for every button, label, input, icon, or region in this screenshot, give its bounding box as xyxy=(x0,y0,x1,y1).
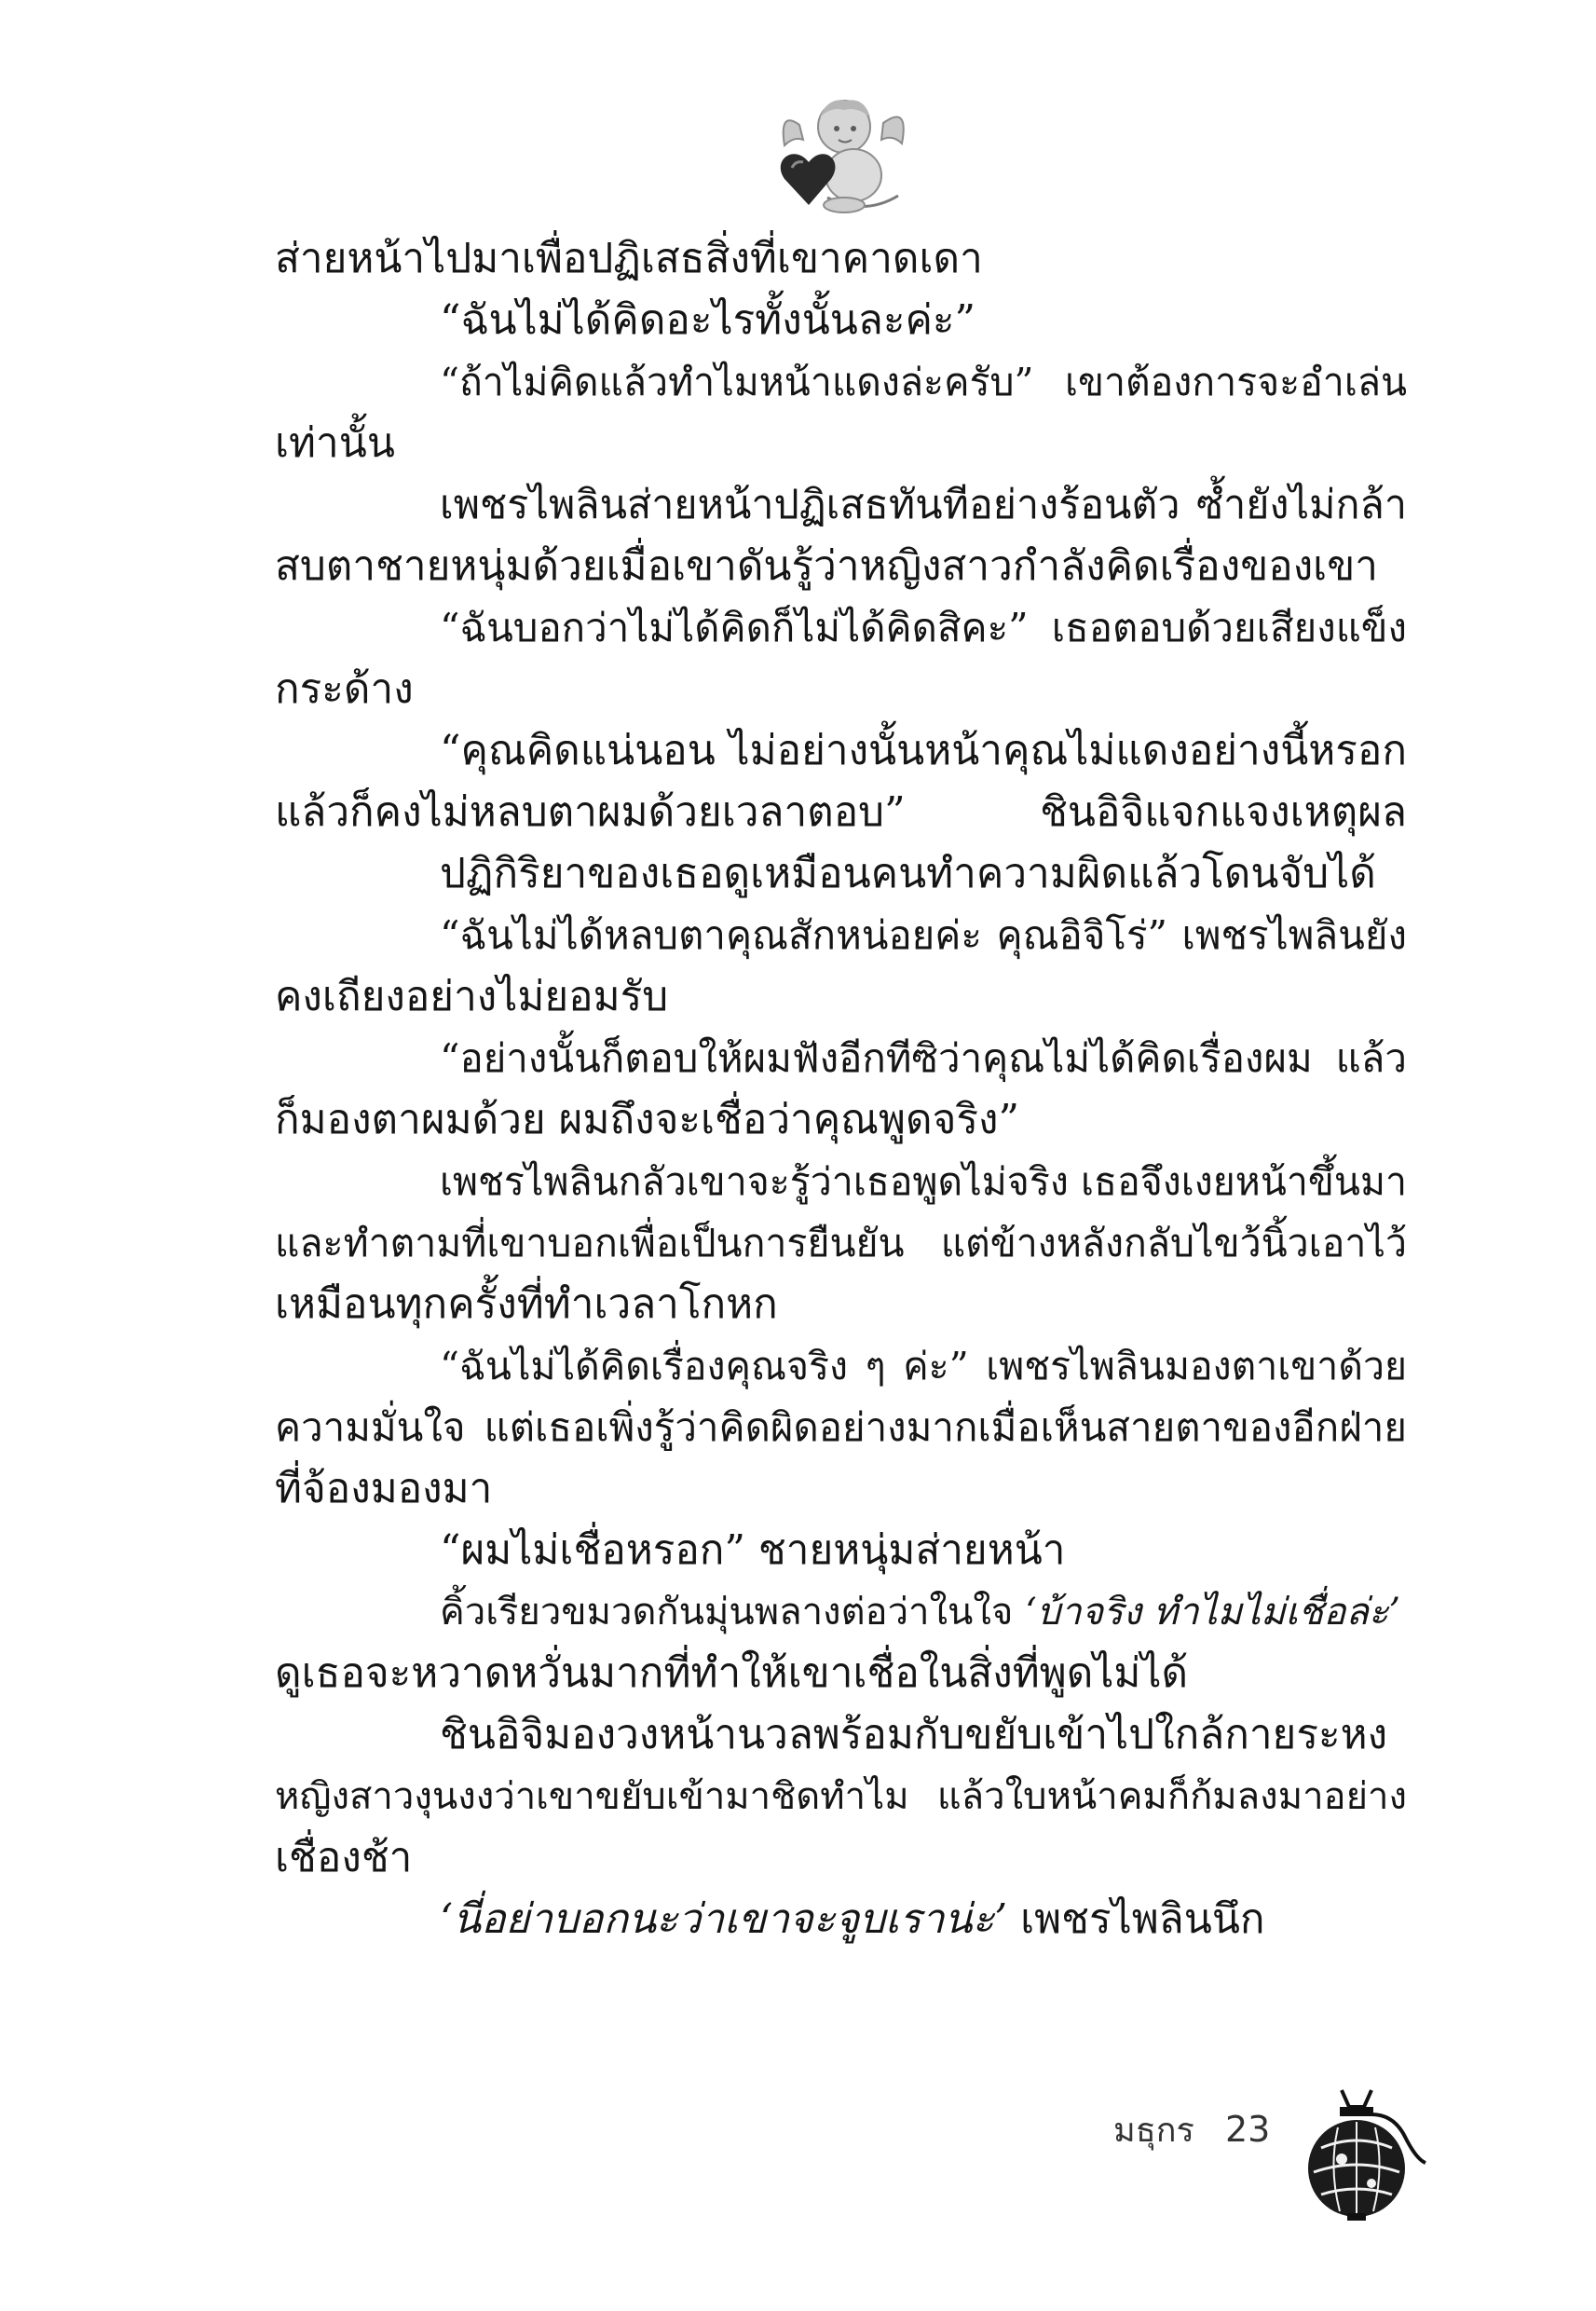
text-line xyxy=(275,1889,1407,1950)
text-line: “อย่างนั้นก็ตอบให้ผมฟังอีกทีซิว่าคุณไม่ได้คิดเรื่องผม แล้ว xyxy=(440,1035,1407,1081)
text-line: ส่ายหน้าไปมาเพื่อปฏิเสธสิ่งที่เขาคาดเดา xyxy=(275,235,983,282)
text-line: ดูเธอจะหวาดหวั่นมากที่ทำให้เขาเชื่อในสิ่งที่พูดไม่ได้ xyxy=(275,1649,1189,1697)
inner-thought-text: ‘นี่อย่าบอกนะว่าเขาจะจูบเราน่ะ’ xyxy=(440,1895,1008,1943)
cupid-with-heart-icon xyxy=(771,86,911,216)
text-line: “คุณคิดแน่นอน ไม่อย่างนั้นหน้าคุณไม่แดงอย่างนี้หรอก xyxy=(440,727,1407,774)
text-line: “ถ้าไม่คิดแล้วทำไมหน้าแดงล่ะครับ” เขาต้องการจะอำเล่น xyxy=(440,360,1407,404)
text-line: “ฉันบอกว่าไม่ได้คิดก็ไม่ได้คิดสิคะ” เธอตอบด้วยเสียงแข็ง xyxy=(440,605,1407,650)
page-footer xyxy=(1104,2083,1477,2269)
text-line: ปฏิกิริยาของเธอดูเหมือนคนทำความผิดแล้วโดนจับได้ xyxy=(440,850,1376,897)
text-line xyxy=(275,1581,1407,1643)
body-text xyxy=(275,228,1407,1950)
text-line: ชินอิจิมองวงหน้านวลพร้อมกับขยับเข้าไปใกล้กายระหง xyxy=(440,1711,1388,1758)
hanging-lantern-icon xyxy=(1293,2083,1428,2222)
text-line: กระด้าง xyxy=(275,665,414,713)
text-line: “ฉันไม่ได้คิดอะไรทั้งนั้นละค่ะ” xyxy=(440,296,976,344)
text-line: แล้วก็คงไม่หลบตาผมด้วยเวลาตอบ” ชินอิจิแจกแจงเหตุผล xyxy=(275,788,1407,836)
page-number: 23 xyxy=(1225,2109,1271,2150)
line-text: คิ้วเรียวขมวดกันมุ่นพลางต่อว่าในใจ xyxy=(440,1591,1026,1634)
text-line: หญิงสาวงุนงงว่าเขาขยับเข้ามาชิดทำไม แล้วใบหน้าคมก็ก้มลงมาอย่าง xyxy=(275,1775,1407,1818)
text-line: เหมือนทุกครั้งที่ทำเวลาโกหก xyxy=(275,1280,778,1328)
text-line: สบตาชายหนุ่มด้วยเมื่อเขาดันรู้ว่าหญิงสาวกำลังคิดเรื่องของเขา xyxy=(275,542,1379,590)
text-line: ก็มองตาผมด้วย ผมถึงจะเชื่อว่าคุณพูดจริง” xyxy=(275,1096,1019,1143)
text-line: เท่านั้น xyxy=(275,419,395,467)
line-text: เพชรไพลินนึก xyxy=(1007,1895,1265,1943)
text-line: ความมั่นใจ แต่เธอเพิ่งรู้ว่าคิดผิดอย่างมากเมื่อเห็นสายตาของอีกฝ่าย xyxy=(275,1404,1407,1450)
text-line: “ผมไม่เชื่อหรอก” ชายหนุ่มส่ายหน้า xyxy=(440,1526,1066,1574)
text-line: เชื่องช้า xyxy=(275,1834,413,1881)
text-line: เพชรไพลินส่ายหน้าปฏิเสธทันทีอย่างร้อนตัว ซ้ำยังไม่กล้า xyxy=(440,482,1407,528)
text-line: คงเถียงอย่างไม่ยอมรับ xyxy=(275,973,669,1020)
text-line: และทำตามที่เขาบอกเพื่อเป็นการยืนยัน แต่ข้างหลังกลับไขว้นิ้วเอาไว้ xyxy=(275,1221,1407,1265)
text-line: เพชรไพลินกลัวเขาจะรู้ว่าเธอพูดไม่จริง เธอจึงเงยหน้าขึ้นมา xyxy=(440,1159,1407,1204)
running-title: มธุกร xyxy=(1113,2112,1194,2150)
text-line: “ฉันไม่ได้คิดเรื่องคุณจริง ๆ ค่ะ” เพชรไพลินมองตาเขาด้วย xyxy=(440,1344,1407,1388)
inner-thought-text: ‘บ้าจริง ทำไมไม่เชื่อล่ะ’ xyxy=(1025,1591,1401,1634)
text-line: ที่จ้องมองมา xyxy=(275,1465,493,1512)
text-line: “ฉันไม่ได้หลบตาคุณสักหน่อยค่ะ คุณอิจิโร่” เพชรไพลินยัง xyxy=(440,912,1407,958)
